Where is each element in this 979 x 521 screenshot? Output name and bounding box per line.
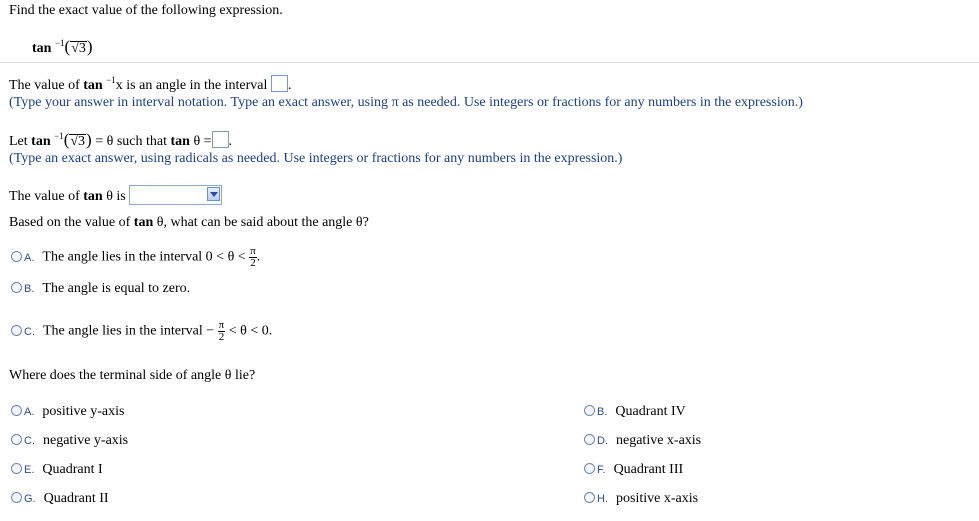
radio-button[interactable] [584, 434, 595, 445]
radio-button[interactable] [11, 325, 22, 336]
option-4b[interactable]: B. The angle is equal to zero. [11, 281, 190, 297]
instruction-text: Find the exact value of the following expression. [9, 3, 283, 18]
option-4c[interactable]: C. The angle lies in the interval − $\frac{\pi}{2}$ < θ < 0. [11, 320, 272, 343]
radio-button[interactable] [584, 463, 595, 474]
radio-button[interactable] [11, 434, 22, 445]
expression: tan $^{-1}$(√3) [32, 37, 93, 56]
expression-radical: √3 [71, 41, 86, 56]
fraction-pi-over-2: $\frac{\pi}{2}$ [250, 245, 256, 269]
option-5f[interactable]: F. Quadrant III [584, 462, 683, 478]
option-5d[interactable]: D. negative x-axis [584, 433, 701, 449]
option-5h[interactable]: H. positive x-axis [584, 491, 698, 507]
radio-button[interactable] [584, 492, 595, 503]
radio-button[interactable] [11, 282, 22, 293]
part1-hint: (Type your answer in interval notation. Type an exact answer, using π as needed. Use integers or fractions for any numbers in the expression.) [9, 95, 803, 110]
expression-exponent: −1 [54, 38, 65, 48]
option-5c[interactable]: C. negative y-axis [11, 433, 128, 449]
option-5a[interactable]: A. positive y-axis [11, 404, 124, 420]
tan-value-dropdown[interactable] [129, 185, 222, 205]
part1-question: The value of tan $^{-1}$x is an angle in the interval . [9, 75, 292, 93]
option-5b[interactable]: B. Quadrant IV [584, 404, 686, 420]
option-5e[interactable]: E. Quadrant I [11, 462, 103, 478]
radio-button[interactable] [11, 492, 22, 503]
option-5g[interactable]: G. Quadrant II [11, 491, 109, 507]
radio-button[interactable] [11, 463, 22, 474]
tan-theta-answer-box[interactable] [212, 131, 229, 148]
part3-question: The value of tan θ is [9, 185, 222, 205]
divider [0, 62, 979, 63]
expression-func: tan [32, 41, 52, 56]
radio-button[interactable] [11, 405, 22, 416]
interval-answer-box[interactable] [271, 75, 288, 92]
part5-question: Where does the terminal side of angle θ lie? [9, 368, 256, 383]
part4-question: Based on the value of tan θ, what can be said about the angle θ? [9, 215, 369, 230]
fraction-pi-over-2: $\frac{\pi}{2}$ [218, 319, 225, 343]
part2-hint: (Type an exact answer, using radicals as needed. Use integers or fractions for any numbers in the expression.) [9, 151, 623, 166]
radio-button[interactable] [584, 405, 595, 416]
part2-question: Let tan $^{-1}$(√3) = θ such that tan θ = . [9, 130, 233, 149]
radio-button[interactable] [11, 251, 22, 262]
option-4a[interactable]: A. The angle lies in the interval 0 < θ < $\frac{\pi}{2}$ . [11, 246, 260, 269]
chevron-down-icon[interactable] [207, 187, 220, 201]
